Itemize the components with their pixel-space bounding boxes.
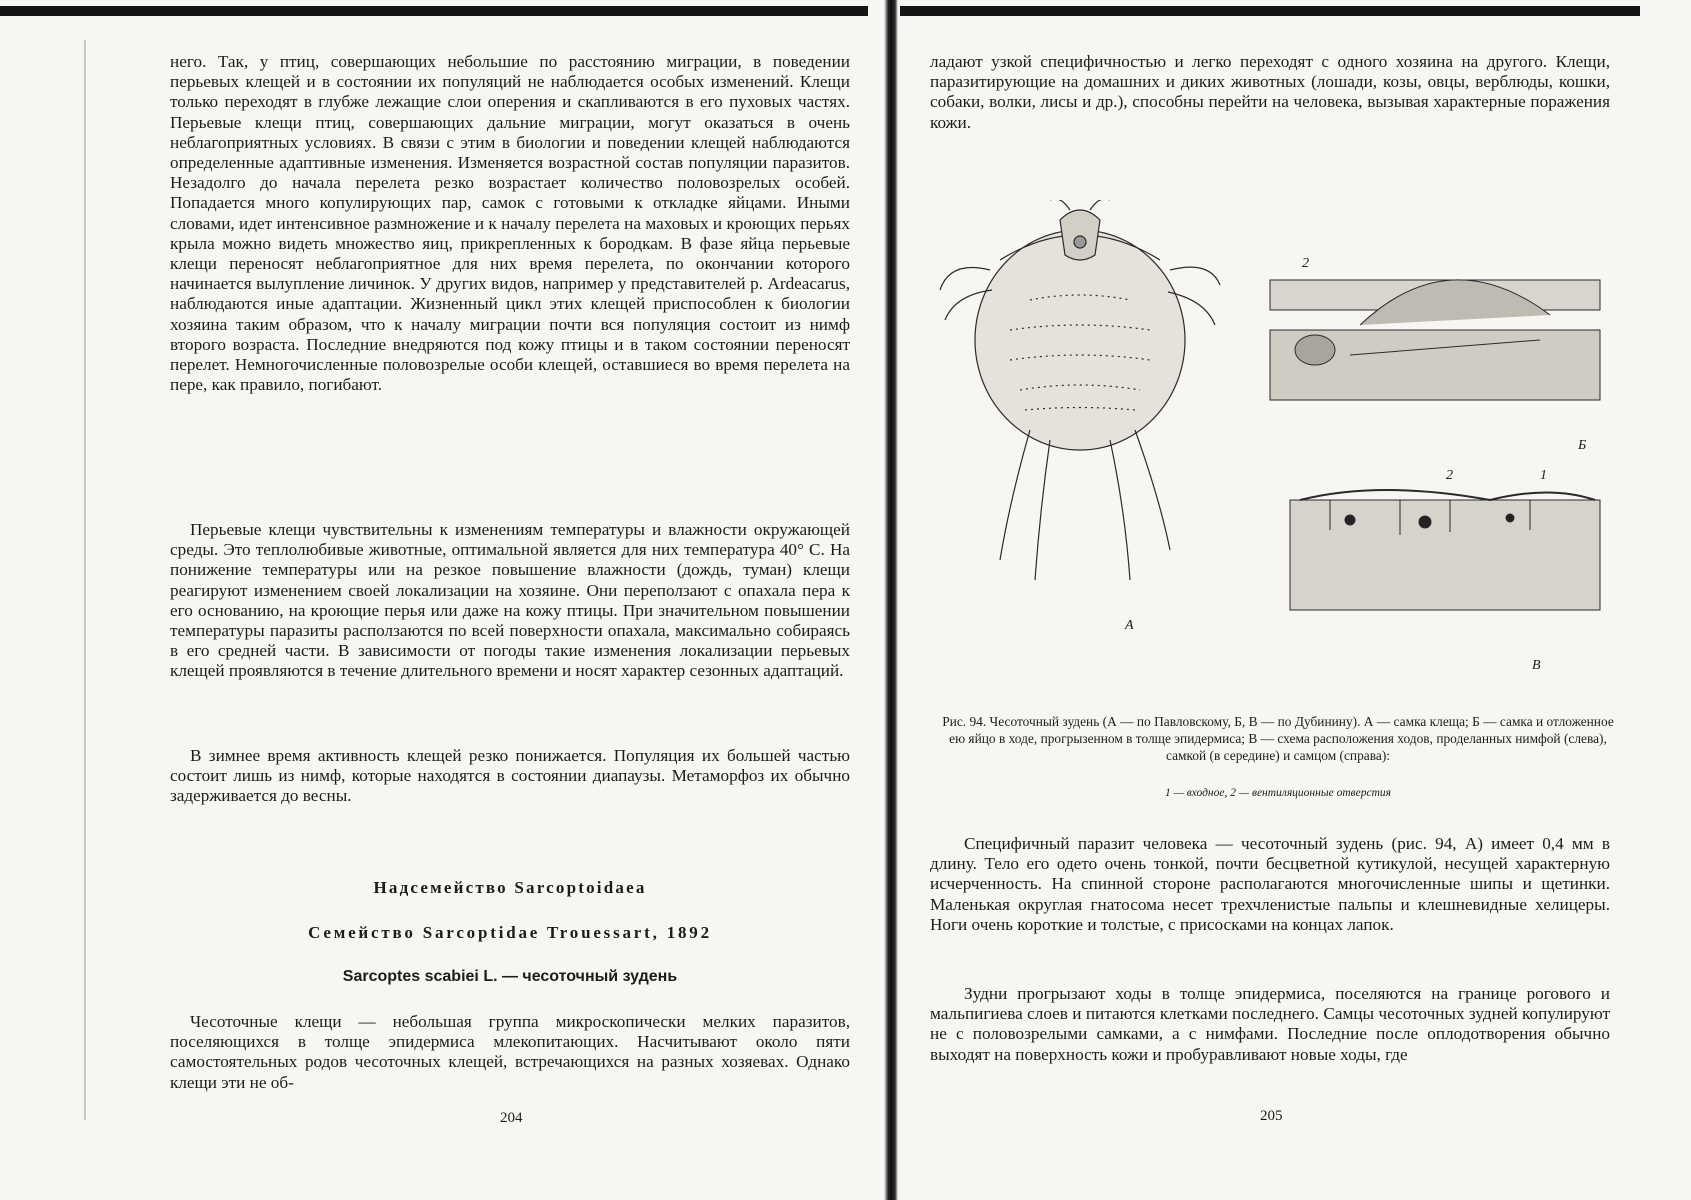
figure-label-1-v: 1 [1540,468,1547,483]
left-paragraph-3: В зимнее время активность клещей резко понижается. Популяция их большей частью состоит лишь из нимф, которые находятся в состоянии диапаузы. Метаморфоз их обычно задерживается до весны. [170,746,850,806]
heading-family: Семейство Sarcoptidae Trouessart, 1892 [308,923,712,942]
figure-label-2-v: 2 [1446,468,1453,483]
figure-94 [930,200,1630,700]
figure-label-a: А [1125,618,1134,633]
left-paragraph-4: Чесоточные клещи — небольшая группа микроскопически мелких паразитов, поселяющихся в толще эпидермиса млекопитающих. Насчитывают около пяти самостоятельных родов чесоточных клещей, встречающихся на разных хозяевах. Однако клещи эти не об- [170,1012,850,1092]
right-paragraph-2: Специфичный паразит человека — чесоточный зудень (рис. 94, А) имеет 0,4 мм в длину. Тело его одето очень тонкой, почти бесцветной кутикулой, несущей характерную исчерченность. На спинной стороне располагаются многочисленные шипы и щетинки. Маленькая округлая гнатосома несет трехчленистые пальпы и клешневидные хелицеры. Ноги очень короткие и толстые, с присосками на концах лапок. [930,834,1610,934]
page-number-left: 204 [500,1110,523,1126]
figure-label-v: В [1532,658,1541,673]
left-paragraph-1: него. Так, у птиц, совершающих небольшие по расстоянию миграции, в поведении перьевых клещей и в состоянии их популяций не наблюдается особых изменений. Клещи только переходят в глубже лежащие слои оперения и скапливаются в его пуховых частях. Перьевые клещи птиц, совершающих дальние миграции, могут оказаться в очень неблагоприятных условиях. В связи с этим в биологии и поведении клещей наблюдаются определенные адаптивные изменения. Изменяется возрастной состав популяции паразитов. Незадолго до начала перелета резко возрастает количество половозрелых особей. Попадается много копулирующих пар, самок с готовыми к откладке яйцами. Иными словами, идет интенсивное размножение и к началу перелета на маховых и кроющих перьях крыла можно видеть множество яиц, прикрепленных к бородкам. В фазе яйца перьевые клещи переносят неблагоприятное для них время перелета, по окончании которого начинается вылупление личинок. У других видов, например у представителей р. Ardeacarus, наблюдаются иные адаптации. Жизненный цикл этих клещей приспособлен к биологии хозяина таким образом, что к началу миграции почти вся популяция состоит из нимф второго возраста. Последние внедряются под кожу птицы и в таком состоянии переносят перелет. Немногочисленные половозрелые особи клещей, оставшиеся во время перелета на пере, как правило, погибают. [170,52,850,395]
page-right [930,0,1630,1200]
mite-drawing-a [940,200,1220,580]
burrows-scheme-v [1290,490,1600,610]
left-paragraph-2: Перьевые клещи чувствительны к изменениям температуры и влажности окружающей среды. Это теплолюбивые животные, оптимальной является для них температура 40° С. На понижение температуры или на резкое повышение влажности (дождь, туман) клещи реагируют изменением своей локализации на хозяине. Они переползают с опахала пера к его основанию, на кроющие перья или даже на кожу птицы. При значительном повышении температуры паразиты расползаются по всей поверхности опахала, максимально собираясь в его средней части. В зависимости от погоды такие изменения локализации перьевых клещей проявляются в течение длительного времени и носят характер сезонных адаптаций. [170,520,850,681]
heading-superfamily: Надсемейство Sarcoptoidaea [373,878,647,897]
figure-label-2-b: 2 [1302,256,1309,271]
margin-line [84,40,86,1120]
figure-caption: Рис. 94. Чесоточный зудень (А — по Павловскому, Б, В — по Дубинину). А — самка клеща; Б — самка и отложенное ею яйцо в ходе, прогрызенном в толще эпидермиса; В — схема расположения ходов, проделанных нимфой (слева), самкой (в середине) и самцом (справа): [942,714,1614,763]
book-gutter [884,0,898,1200]
burrow-drawing-b [1270,280,1600,400]
figure-caption-legend: 1 — входное, 2 — вентиляционные отверстия [1164,787,1392,799]
right-paragraph-1: ладают узкой специфичностью и легко переходят с одного хозяина на другого. Клещи, паразитирующие на домашних и диких животных (лошади, козы, овцы, верблюды, кошки, собаки, волки, лисы и др.), способны перейти на человека, вызывая характерные поражения кожи. [930,52,1610,132]
right-paragraph-3: Зудни прогрызают ходы в толще эпидермиса, поселяются на границе рогового и мальпигиева слоев и питаются клетками последнего. Самцы чесоточных зудней копулируют не с половозрелыми самками, а с нимфами. Последние после оплодотворения обычно выходят на поверхность кожи и пробуравливают новые ходы, где [930,984,1610,1064]
scabies-mite-illustration [930,200,1630,700]
page-left [170,0,850,1200]
heading-species: Sarcoptes scabiei L. — чесоточный зудень [342,968,678,985]
page-number-right: 205 [1260,1108,1283,1124]
figure-label-b: Б [1578,438,1587,453]
